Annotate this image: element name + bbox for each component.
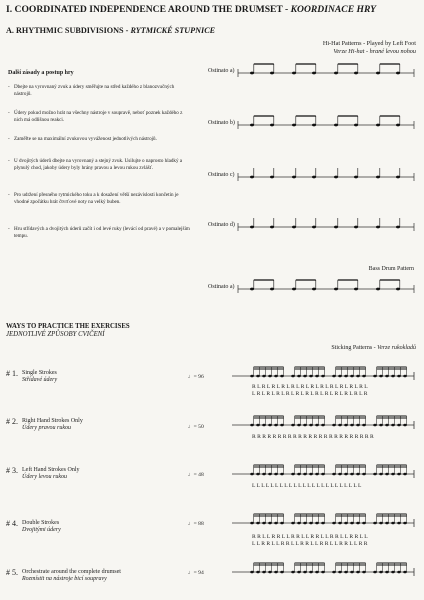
sticking-row: R R R R R R R R R R R R R R R R R R R R R R R R	[252, 434, 374, 440]
note-head	[256, 522, 260, 525]
tempo-marking: ♩= 94	[188, 570, 204, 576]
note-head	[268, 424, 272, 427]
note-head	[270, 288, 274, 291]
section-title: A. RHYTHMIC SUBDIVISIONS - RYTMICKÉ STUPNICE	[6, 26, 216, 35]
practice-section-title: WAYS TO PRACTICE THE EXERCISES JEDNOTLIVÉ ZPŮSOBY CVIČENÍ	[6, 323, 130, 338]
note-head	[297, 424, 301, 427]
note-head	[356, 424, 360, 427]
exercise-title-cz: Údery pravou rukou	[22, 425, 71, 431]
note-head	[292, 176, 296, 179]
note-head	[385, 473, 389, 476]
note-head	[297, 522, 301, 525]
note-head	[309, 375, 313, 378]
note-head	[334, 72, 338, 75]
note-head	[268, 522, 272, 525]
note-head	[379, 522, 383, 525]
ostinato-label: Ostinato a)	[208, 284, 235, 290]
note-head	[379, 571, 383, 574]
ostinato-label: Ostinato b)	[208, 120, 235, 126]
exercise-4	[6, 520, 166, 540]
sticking-caption: Sticking Patterns - Verze rukokladů	[331, 345, 416, 351]
note-head	[332, 473, 336, 476]
tips-title: Další zásady a postup hry	[8, 70, 74, 76]
note-head	[312, 124, 316, 127]
note-head	[315, 571, 319, 574]
exercise-number: # 1.	[6, 369, 18, 378]
note-head	[350, 571, 354, 574]
note-head	[397, 424, 401, 427]
note-head	[292, 288, 296, 291]
note-head	[334, 288, 338, 291]
exercise-title-cz: Rozmístit na nástroje bicí soupravy	[22, 576, 107, 582]
note-head	[350, 424, 354, 427]
exercise-5	[6, 569, 186, 589]
note-head	[315, 473, 319, 476]
note-head	[396, 288, 400, 291]
note-head	[280, 424, 284, 427]
exercise-2	[6, 418, 166, 438]
note-head	[292, 226, 296, 229]
exercise-title: Double Strokes	[22, 520, 60, 526]
note-head	[376, 124, 380, 127]
note-head	[338, 571, 342, 574]
note-head	[297, 473, 301, 476]
note-head	[250, 176, 254, 179]
note-head	[321, 375, 325, 378]
note-head	[292, 72, 296, 75]
note-head	[315, 424, 319, 427]
note-head	[303, 473, 307, 476]
note-head	[379, 424, 383, 427]
note-head	[385, 522, 389, 525]
note-head	[362, 473, 366, 476]
note-head	[376, 226, 380, 229]
note-head	[344, 424, 348, 427]
note-head	[334, 124, 338, 127]
note-head	[291, 473, 295, 476]
exercise-title-cz: Střídavé údery	[22, 377, 58, 383]
note-head	[291, 522, 295, 525]
page-title: I. COORDINATED INDEPENDENCE AROUND THE DRUMSET - KOORDINACE HRY	[6, 4, 377, 15]
note-head	[270, 72, 274, 75]
note-head	[373, 375, 377, 378]
note-head	[280, 571, 284, 574]
note-head	[256, 473, 260, 476]
sticking-row: L L L L L L L L L L L L L L L L L L L L L L L L	[252, 483, 362, 489]
note-head	[250, 375, 254, 378]
note-head	[391, 571, 395, 574]
exercise-number: # 5.	[6, 568, 18, 577]
note-head	[268, 375, 272, 378]
note-head	[350, 522, 354, 525]
note-head	[262, 375, 266, 378]
note-head	[385, 571, 389, 574]
note-head	[250, 522, 254, 525]
exercise-title: Orchestrate around the complete drumset	[22, 569, 121, 575]
note-head	[303, 522, 307, 525]
note-head	[312, 176, 316, 179]
note-head	[391, 424, 395, 427]
note-head	[397, 375, 401, 378]
exercise-title: Right Hand Strokes Only	[22, 418, 83, 424]
note-head	[309, 571, 313, 574]
note-head	[362, 424, 366, 427]
note-head	[321, 473, 325, 476]
note-head	[362, 522, 366, 525]
note-head	[262, 522, 266, 525]
note-head	[332, 375, 336, 378]
note-head	[274, 473, 278, 476]
note-head	[373, 473, 377, 476]
note-head	[332, 522, 336, 525]
note-head	[391, 375, 395, 378]
note-head	[250, 72, 254, 75]
tip-item: - Zaměřte se na maximální zvukovou vyváženost jednotlivých nástrojů.	[14, 136, 190, 143]
note-head	[315, 375, 319, 378]
note-head	[354, 226, 358, 229]
note-head	[292, 124, 296, 127]
note-head	[309, 424, 313, 427]
note-head	[268, 571, 272, 574]
note-head	[312, 226, 316, 229]
exercise-3	[6, 467, 166, 487]
note-head	[334, 226, 338, 229]
note-head	[379, 375, 383, 378]
tempo-marking: ♩= 88	[188, 521, 204, 527]
note-head	[309, 522, 313, 525]
note-head	[332, 571, 336, 574]
note-head	[270, 226, 274, 229]
sticking-row: R L R L R L R L R L R L R L R L R L R L R L R L	[252, 384, 368, 390]
tip-item: - Údery pokud možno hrát na všechny nástroje v soupravě, neboť poznek každého z nich má odlišnou reakci.	[14, 110, 190, 123]
note-head	[344, 375, 348, 378]
tip-item: - Hru střídavých a dvojitých úderů začít i od levé ruky (levácí od pravé) a v pomalejším tempu.	[14, 226, 190, 239]
note-head	[312, 72, 316, 75]
note-head	[338, 375, 342, 378]
note-head	[338, 473, 342, 476]
note-head	[312, 288, 316, 291]
note-head	[356, 522, 360, 525]
note-head	[332, 424, 336, 427]
exercise-number: # 4.	[6, 519, 18, 528]
note-head	[403, 424, 407, 427]
note-head	[356, 571, 360, 574]
note-head	[256, 424, 260, 427]
ostinato-label: Ostinato d)	[208, 222, 235, 228]
tip-item: - Pro udržení přesného rytmického toku a k dosažení větší nezávislosti končetin je vhodné zpočátku hrát čtvrťové noty na velký buben.	[14, 192, 190, 205]
exercise-title: Left Hand Strokes Only	[22, 467, 80, 473]
note-head	[334, 176, 338, 179]
note-head	[344, 522, 348, 525]
note-head	[354, 72, 358, 75]
note-head	[354, 288, 358, 291]
note-head	[268, 473, 272, 476]
tip-item: - U dvojitých úderů dbejte na vyrovnaný a stejný zvuk. Usilujte o naprosto hladký a plynulý chod, jakoby údery byly hrány pravou a levou rukou zvlášť.	[14, 158, 190, 171]
sticking-row: R R L L R R L L R R L L R R L L R R L L R R L L	[252, 534, 368, 540]
note-head	[403, 375, 407, 378]
ostinato-label: Ostinato a)	[208, 68, 235, 74]
note-head	[274, 375, 278, 378]
note-head	[256, 571, 260, 574]
note-head	[376, 72, 380, 75]
exercise-number: # 3.	[6, 466, 18, 475]
note-head	[297, 375, 301, 378]
note-head	[376, 288, 380, 291]
note-head	[250, 571, 254, 574]
note-head	[379, 473, 383, 476]
note-head	[321, 522, 325, 525]
sticking-row: L R L R L R L R L R L R L R L R L R L R L R L R	[252, 391, 368, 397]
note-head	[250, 424, 254, 427]
note-head	[396, 72, 400, 75]
note-head	[396, 176, 400, 179]
note-head	[291, 424, 295, 427]
exercise-title-cz: Údery levou rukou	[22, 474, 67, 480]
note-head	[256, 375, 260, 378]
note-head	[250, 124, 254, 127]
exercise-1	[6, 370, 166, 390]
note-head	[397, 522, 401, 525]
note-head	[385, 424, 389, 427]
note-head	[354, 124, 358, 127]
note-head	[303, 571, 307, 574]
note-head	[362, 375, 366, 378]
tempo-marking: ♩= 50	[188, 424, 204, 430]
note-head	[403, 473, 407, 476]
note-head	[373, 424, 377, 427]
note-head	[338, 522, 342, 525]
tip-item: - Dbejte na vyrovnaný zvuk a údery směřujte na střed každého z blanozvučných nástrojů.	[14, 84, 190, 97]
note-head	[291, 375, 295, 378]
tempo-marking: ♩= 48	[188, 472, 204, 478]
note-head	[280, 375, 284, 378]
note-head	[350, 473, 354, 476]
note-head	[262, 473, 266, 476]
note-head	[344, 473, 348, 476]
exercise-title: Single Strokes	[22, 370, 57, 376]
note-head	[291, 571, 295, 574]
note-head	[262, 571, 266, 574]
note-head	[403, 571, 407, 574]
note-head	[396, 124, 400, 127]
ostinato-label: Ostinato c)	[208, 172, 235, 178]
note-head	[315, 522, 319, 525]
note-head	[356, 375, 360, 378]
note-head	[309, 473, 313, 476]
note-head	[280, 522, 284, 525]
note-head	[250, 288, 254, 291]
note-head	[280, 473, 284, 476]
note-head	[397, 473, 401, 476]
note-head	[262, 424, 266, 427]
note-head	[362, 571, 366, 574]
note-head	[274, 571, 278, 574]
note-head	[250, 226, 254, 229]
note-head	[321, 424, 325, 427]
note-head	[356, 473, 360, 476]
sticking-row: L L R R L L R R L L R R L L R R L L R R L L R R	[252, 541, 368, 547]
note-head	[403, 522, 407, 525]
note-head	[376, 176, 380, 179]
note-head	[321, 571, 325, 574]
note-head	[297, 571, 301, 574]
note-head	[396, 226, 400, 229]
hihat-caption: Hi-Hat Patterns - Played by Left Foot Verze Hi-hat - hrané levou nohou	[322, 40, 416, 55]
note-head	[373, 522, 377, 525]
note-head	[385, 375, 389, 378]
note-head	[338, 424, 342, 427]
note-head	[373, 571, 377, 574]
note-head	[391, 473, 395, 476]
bass-drum-caption: Bass Drum Pattern	[368, 266, 414, 272]
note-head	[391, 522, 395, 525]
note-head	[344, 571, 348, 574]
note-head	[303, 424, 307, 427]
note-head	[274, 424, 278, 427]
note-head	[270, 124, 274, 127]
note-head	[250, 473, 254, 476]
tempo-marking: ♩= 96	[188, 374, 204, 380]
exercise-title-cz: Dvojitými údery	[22, 527, 61, 533]
note-head	[270, 176, 274, 179]
note-head	[350, 375, 354, 378]
exercise-number: # 2.	[6, 417, 18, 426]
note-head	[274, 522, 278, 525]
note-head	[397, 571, 401, 574]
note-head	[354, 176, 358, 179]
note-head	[303, 375, 307, 378]
